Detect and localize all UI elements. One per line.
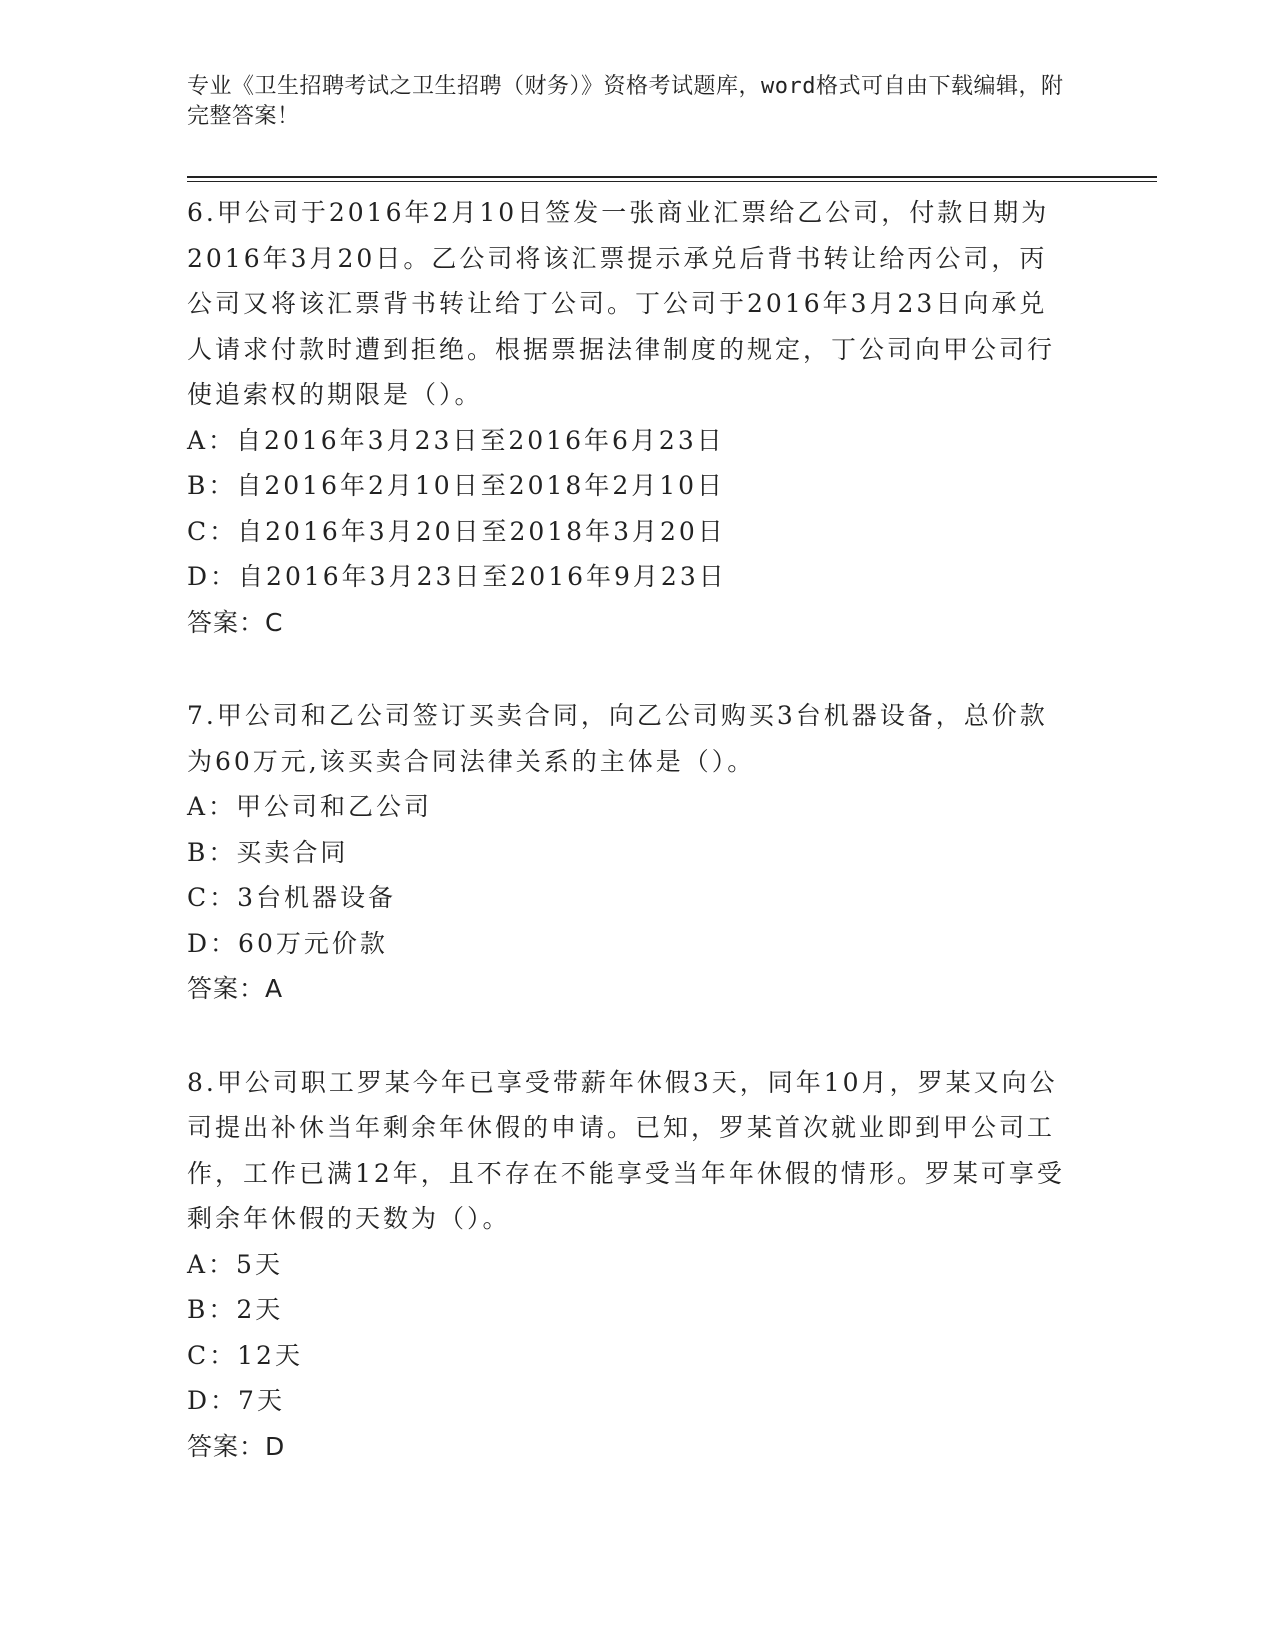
question-7 bbox=[187, 693, 1067, 1012]
question-stem: 8.甲公司职工罗某今年已享受带薪年休假3天，同年10月，罗某又向公司提出补休当年剩余年休假的申请。已知，罗某首次就业即到甲公司工作，工作已满12年，且不存在不能享受当年年休假的情形。罗某可享受剩余年休假的天数为（）。 bbox=[187, 1067, 1065, 1233]
option-d: D：自2016年3月23日至2016年9月23日 bbox=[187, 562, 727, 591]
page-header: 专业《卫生招聘考试之卫生招聘（财务）》资格考试题库，word格式可自由下载编辑，附完整答案！ bbox=[187, 74, 1064, 129]
question-list bbox=[187, 190, 1067, 1517]
option-c: C：12天 bbox=[187, 1340, 303, 1370]
option-d: D：60万元价款 bbox=[187, 928, 388, 958]
option-a: A：自2016年3月23日至2016年6月23日 bbox=[187, 425, 725, 455]
option-d: D：7天 bbox=[187, 1386, 285, 1415]
answer-line: 答案：C bbox=[187, 607, 284, 637]
option-b: B：2天 bbox=[187, 1295, 284, 1324]
option-b: B：自2016年2月10日至2018年2月10日 bbox=[187, 471, 726, 500]
option-a: A：5天 bbox=[187, 1249, 283, 1279]
option-b: B：买卖合同 bbox=[187, 837, 349, 867]
question-8 bbox=[187, 1060, 1067, 1470]
option-c: C：自2016年3月20日至2018年3月20日 bbox=[187, 516, 726, 546]
question-stem: 6.甲公司于2016年2月10日签发一张商业汇票给乙公司，付款日期为2016年3月20日。乙公司将该汇票提示承兑后背书转让给丙公司，丙公司又将该汇票背书转让给丁公司。丁公司于2016年3月23日向承兑人请求付款时遭到拒绝。根据票据法律制度的规定，丁公司向甲公司行使追索权的期限是（）。 bbox=[187, 198, 1056, 409]
option-a: A：甲公司和乙公司 bbox=[187, 792, 433, 821]
option-c: C：3台机器设备 bbox=[187, 883, 397, 912]
header-rule-thin bbox=[187, 181, 1157, 182]
header-rule-thick bbox=[187, 176, 1157, 178]
question-6 bbox=[187, 190, 1067, 645]
answer-line: 答案：A bbox=[187, 974, 284, 1003]
answer-line: 答案：D bbox=[187, 1431, 286, 1461]
question-stem: 7.甲公司和乙公司签订买卖合同，向乙公司购买3台机器设备，总价款为60万元,该买卖合同法律关系的主体是（）。 bbox=[187, 701, 1048, 776]
